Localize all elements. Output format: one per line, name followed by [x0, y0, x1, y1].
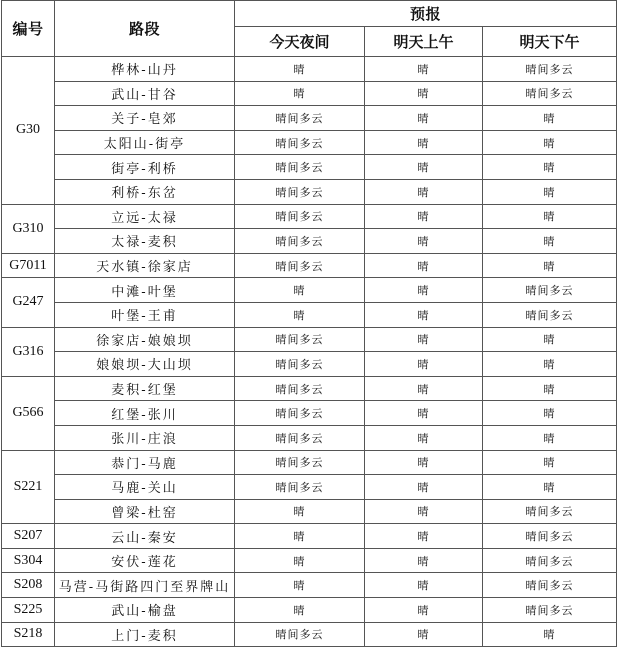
forecast-tonight: 晴间多云 — [235, 327, 365, 352]
road-segment: 马鹿-关山 — [55, 475, 235, 500]
route-code: S208 — [2, 573, 55, 598]
forecast-tonight: 晴间多云 — [235, 204, 365, 229]
forecast-tonight: 晴间多云 — [235, 106, 365, 131]
table-row — [2, 229, 617, 254]
road-segment: 上门-麦积 — [55, 622, 235, 647]
table-row — [2, 155, 617, 180]
road-segment: 太禄-麦积 — [55, 229, 235, 254]
header-road: 路段 — [55, 1, 235, 57]
table-row — [2, 57, 617, 82]
forecast-morning: 晴 — [365, 179, 483, 204]
forecast-tonight: 晴间多云 — [235, 622, 365, 647]
forecast-morning: 晴 — [365, 278, 483, 303]
forecast-tonight: 晴 — [235, 548, 365, 573]
table-row — [2, 450, 617, 475]
forecast-afternoon: 晴 — [483, 130, 617, 155]
forecast-morning: 晴 — [365, 302, 483, 327]
forecast-afternoon: 晴 — [483, 179, 617, 204]
road-segment: 桦林-山丹 — [55, 57, 235, 82]
forecast-afternoon: 晴间多云 — [483, 548, 617, 573]
table-row — [2, 425, 617, 450]
forecast-afternoon: 晴 — [483, 376, 617, 401]
forecast-afternoon: 晴间多云 — [483, 598, 617, 623]
forecast-tonight: 晴间多云 — [235, 155, 365, 180]
road-segment: 太阳山-街亭 — [55, 130, 235, 155]
forecast-afternoon: 晴 — [483, 229, 617, 254]
forecast-afternoon: 晴 — [483, 352, 617, 377]
table-row — [2, 179, 617, 204]
forecast-morning: 晴 — [365, 229, 483, 254]
forecast-morning: 晴 — [365, 57, 483, 82]
forecast-tonight: 晴间多云 — [235, 475, 365, 500]
forecast-tonight: 晴间多云 — [235, 130, 365, 155]
table-row — [2, 499, 617, 524]
forecast-morning: 晴 — [365, 376, 483, 401]
forecast-afternoon: 晴 — [483, 450, 617, 475]
forecast-afternoon: 晴 — [483, 204, 617, 229]
forecast-body — [2, 57, 617, 647]
road-segment: 徐家店-娘娘坝 — [55, 327, 235, 352]
forecast-tonight: 晴间多云 — [235, 352, 365, 377]
forecast-tonight: 晴间多云 — [235, 401, 365, 426]
table-row — [2, 573, 617, 598]
forecast-tonight: 晴 — [235, 499, 365, 524]
road-segment: 利桥-东岔 — [55, 179, 235, 204]
forecast-afternoon: 晴 — [483, 401, 617, 426]
forecast-tonight: 晴 — [235, 302, 365, 327]
forecast-table — [1, 0, 617, 647]
forecast-morning: 晴 — [365, 352, 483, 377]
table-row — [2, 302, 617, 327]
forecast-morning: 晴 — [365, 548, 483, 573]
table-row — [2, 253, 617, 278]
forecast-morning: 晴 — [365, 81, 483, 106]
forecast-tonight: 晴间多云 — [235, 253, 365, 278]
road-segment: 恭门-马鹿 — [55, 450, 235, 475]
table-row — [2, 376, 617, 401]
route-code: G30 — [2, 57, 55, 205]
road-segment: 云山-秦安 — [55, 524, 235, 549]
forecast-afternoon: 晴间多云 — [483, 278, 617, 303]
road-segment: 天水镇-徐家店 — [55, 253, 235, 278]
table-row — [2, 352, 617, 377]
forecast-afternoon: 晴间多云 — [483, 302, 617, 327]
forecast-morning: 晴 — [365, 130, 483, 155]
table-row — [2, 106, 617, 131]
route-code: S207 — [2, 524, 55, 549]
table-row — [2, 401, 617, 426]
route-code: S221 — [2, 450, 55, 524]
forecast-tonight: 晴间多云 — [235, 450, 365, 475]
forecast-tonight: 晴 — [235, 278, 365, 303]
table-row — [2, 622, 617, 647]
route-code: S225 — [2, 598, 55, 623]
road-segment: 安伏-莲花 — [55, 548, 235, 573]
forecast-morning: 晴 — [365, 425, 483, 450]
forecast-tonight: 晴 — [235, 81, 365, 106]
forecast-afternoon: 晴 — [483, 106, 617, 131]
road-segment: 张川-庄浪 — [55, 425, 235, 450]
table-row — [2, 327, 617, 352]
road-segment: 麦积-红堡 — [55, 376, 235, 401]
forecast-morning: 晴 — [365, 204, 483, 229]
header-forecast: 预报 — [235, 1, 617, 27]
forecast-afternoon: 晴间多云 — [483, 81, 617, 106]
forecast-morning: 晴 — [365, 524, 483, 549]
table-row — [2, 130, 617, 155]
forecast-morning: 晴 — [365, 106, 483, 131]
forecast-tonight: 晴间多云 — [235, 376, 365, 401]
road-segment: 关子-皂郊 — [55, 106, 235, 131]
route-code: G7011 — [2, 253, 55, 278]
forecast-afternoon: 晴 — [483, 622, 617, 647]
forecast-tonight: 晴 — [235, 598, 365, 623]
forecast-morning: 晴 — [365, 450, 483, 475]
header-code: 编号 — [2, 1, 55, 57]
forecast-afternoon: 晴间多云 — [483, 573, 617, 598]
forecast-morning: 晴 — [365, 253, 483, 278]
forecast-afternoon: 晴 — [483, 425, 617, 450]
forecast-morning: 晴 — [365, 327, 483, 352]
header-row — [2, 1, 617, 27]
forecast-afternoon: 晴间多云 — [483, 499, 617, 524]
forecast-afternoon: 晴 — [483, 475, 617, 500]
road-segment: 中滩-叶堡 — [55, 278, 235, 303]
route-code: G316 — [2, 327, 55, 376]
forecast-afternoon: 晴间多云 — [483, 524, 617, 549]
route-code: S218 — [2, 622, 55, 647]
forecast-morning: 晴 — [365, 598, 483, 623]
forecast-tonight: 晴 — [235, 524, 365, 549]
road-segment: 街亭-利桥 — [55, 155, 235, 180]
header-period-tonight: 今天夜间 — [235, 27, 365, 57]
route-code: S304 — [2, 548, 55, 573]
table-row — [2, 598, 617, 623]
road-segment: 红堡-张川 — [55, 401, 235, 426]
road-segment: 武山-榆盘 — [55, 598, 235, 623]
forecast-tonight: 晴 — [235, 573, 365, 598]
route-code: G310 — [2, 204, 55, 253]
table-row — [2, 475, 617, 500]
forecast-morning: 晴 — [365, 499, 483, 524]
table-row — [2, 204, 617, 229]
route-code: G247 — [2, 278, 55, 327]
route-code: G566 — [2, 376, 55, 450]
table-row — [2, 278, 617, 303]
forecast-morning: 晴 — [365, 622, 483, 647]
forecast-afternoon: 晴 — [483, 253, 617, 278]
forecast-tonight: 晴间多云 — [235, 425, 365, 450]
header-period-afternoon: 明天下午 — [483, 27, 617, 57]
forecast-afternoon: 晴 — [483, 327, 617, 352]
header-period-morning: 明天上午 — [365, 27, 483, 57]
forecast-tonight: 晴 — [235, 57, 365, 82]
table-row — [2, 524, 617, 549]
forecast-morning: 晴 — [365, 155, 483, 180]
table-row — [2, 548, 617, 573]
road-segment: 立远-太禄 — [55, 204, 235, 229]
forecast-morning: 晴 — [365, 573, 483, 598]
forecast-morning: 晴 — [365, 475, 483, 500]
road-segment: 马营-马街路四门至界牌山 — [55, 573, 235, 598]
road-segment: 曾梁-杜窑 — [55, 499, 235, 524]
table-row — [2, 81, 617, 106]
road-segment: 武山-甘谷 — [55, 81, 235, 106]
forecast-afternoon: 晴 — [483, 155, 617, 180]
road-segment: 娘娘坝-大山坝 — [55, 352, 235, 377]
forecast-afternoon: 晴间多云 — [483, 57, 617, 82]
forecast-tonight: 晴间多云 — [235, 179, 365, 204]
forecast-tonight: 晴间多云 — [235, 229, 365, 254]
forecast-morning: 晴 — [365, 401, 483, 426]
road-segment: 叶堡-王甫 — [55, 302, 235, 327]
